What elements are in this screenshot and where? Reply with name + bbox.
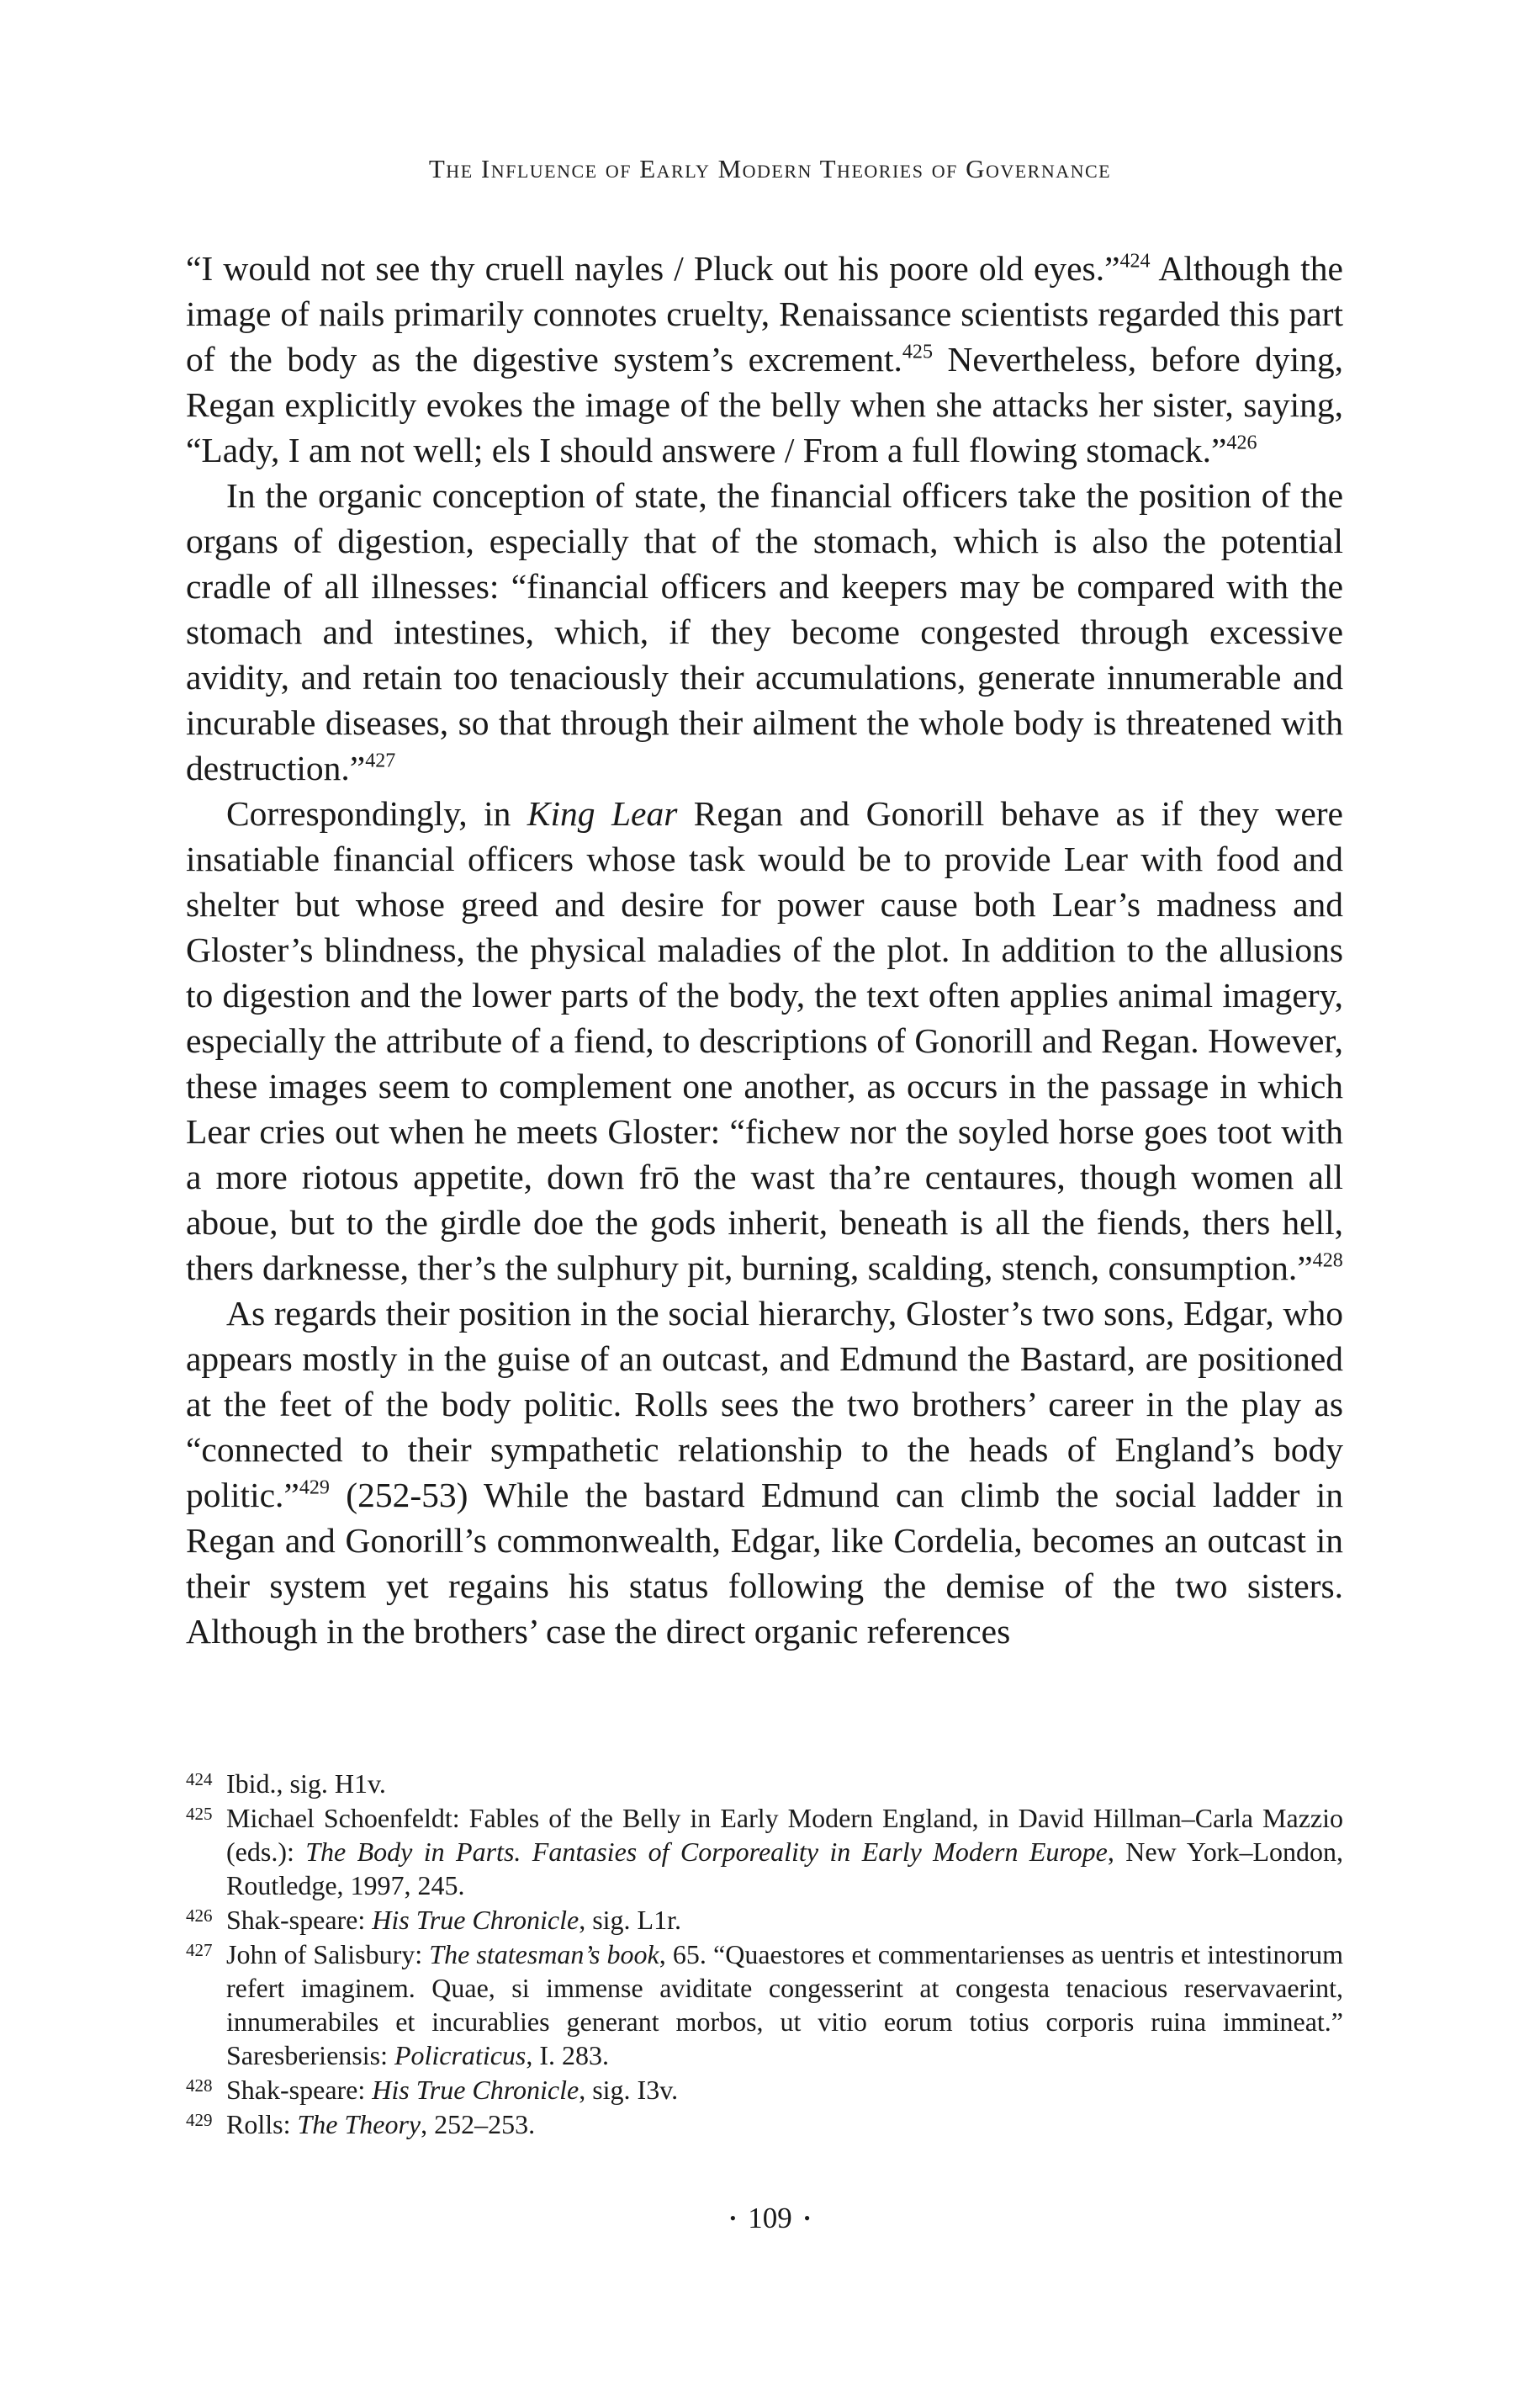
text-run: , sig. L1r. (579, 1905, 681, 1935)
footnote-text (226, 1903, 1343, 1937)
footnote-text (226, 2107, 1343, 2141)
footnote-text (226, 1937, 1343, 2072)
text-run: Rolls: (226, 2109, 298, 2139)
footnote-ref: 428 (1312, 1249, 1343, 1272)
italic-title: The Theory (297, 2109, 421, 2139)
text-run: Correspondingly, in (226, 794, 527, 833)
text-run: , sig. I3v. (579, 2075, 679, 2105)
page-number-bullet-right: • (803, 2207, 811, 2229)
page-number: 109 (748, 2202, 792, 2234)
body-text (186, 246, 1343, 1654)
footnote (186, 1937, 1343, 2072)
text-run: In the organic conception of state, the financial officers take the position of the organs of digestion, especially that of the stomach, which is also the potential cradle of all illnesses: “financial officers and keepers may be compared with the stomach and intestines, which, if they become congested through excessive avidity, and retain too tenaciously their accumulations, generate innumerable and incurable diseases, so that through their ailment the whole body is threatened with destruction.” (186, 476, 1343, 787)
footnote-ref: 424 (1119, 250, 1151, 273)
footnotes (186, 1767, 1343, 2142)
paragraph (186, 473, 1343, 791)
footnote-ref: 429 (299, 1476, 330, 1499)
footnote (186, 2107, 1343, 2141)
footnote-number: 426 (186, 1905, 213, 1926)
text-run: John of Salisbury: (226, 1939, 430, 1969)
footnote (186, 1801, 1343, 1902)
text-run: “I would not see thy cruell nayles / Pluck out his poore old eyes.” (186, 249, 1120, 288)
footnote-number: 427 (186, 1940, 213, 1960)
page-number-line (0, 2202, 1540, 2235)
footnote-ref: 427 (365, 750, 396, 772)
footnote-ref: 426 (1226, 432, 1257, 454)
italic-title: Policraticus (394, 2040, 527, 2070)
italic-title: His True Chronicle (372, 2075, 579, 2105)
footnote-ref: 425 (902, 341, 933, 363)
footnote-text (226, 1801, 1343, 1902)
text-run: , 252–253. (421, 2109, 536, 2139)
running-head: The Influence of Early Modern Theories of Governance (428, 154, 1112, 183)
footnote-number: 428 (186, 2075, 213, 2096)
text-run: Although the image of nails primarily connotes cruelty, Renaissance scientists regarded this part of the body as the digestive system’s excrement. (186, 249, 1343, 379)
footnote-number: 424 (186, 1769, 213, 1789)
footnote (186, 1767, 1343, 1800)
footnote-text (226, 1767, 1343, 1800)
text-run: As regards their position in the social hierarchy, Gloster’s two sons, Edgar, who appears mostly in the guise of an outcast, and Edmund the Bastard, are positioned at the feet of the body politic. Rolls sees the two brothers’ career in the play as “connected to their sympathetic relationship to the heads of England’s body politic.” (186, 1294, 1343, 1514)
footnote-text (226, 2073, 1343, 2107)
paragraph (186, 246, 1343, 473)
text-run: Regan and Gonorill behave as if they were insatiable financial officers whose task would be to provide Lear with food and shelter but whose greed and desire for power cause both Lear’s madness and Gloster’s blindness, the physical maladies of the plot. In addition to the allusions to digestion and the lower parts of the body, the text often applies animal imagery, especially the attribute of a fiend, to descriptions of Gonorill and Regan. However, these images seem to complement one another, as occurs in the passage in which Lear cries out when he meets Gloster: “fichew nor the soyled horse goes toot with a more riotous appetite, down frō the wast tha’re centaures, though women all aboue, but to the girdle doe the gods inherit, beneath is all the fiends, thers hell, thers darknesse, ther’s the sulphury pit, burning, scalding, stench, consumption.” (186, 794, 1343, 1287)
italic-title: King Lear (527, 794, 678, 833)
text-run: , New York–London, Routledge, 1997, 245. (226, 1836, 1344, 1900)
text-run: Michael Schoenfeldt: Fables of the Belly in Early Modern England, in David Hillman–Carla Mazzio (eds.): (226, 1803, 1343, 1867)
text-run: , I. 283. (526, 2040, 610, 2070)
paragraph (186, 791, 1343, 1291)
italic-title: The statesman’s book (429, 1939, 659, 1969)
page-number-bullet-left: • (729, 2207, 737, 2229)
footnote (186, 2073, 1343, 2107)
footnote-number: 429 (186, 2110, 213, 2130)
text-run: Shak-speare: (226, 2075, 373, 2105)
text-run: , 65. “Quaestores et commentarienses as uentris et intestinorum refert imaginem. Quae, si immense aviditate congesserint at congesta tenacious reservavaerint, innumerabiles et incurablies generant morbos, ut vitio eorum totius corporis ruina immineat.” Saresberiensis: (226, 1939, 1344, 2070)
italic-title: The Body in Parts. Fantasies of Corporeality in Early Modern Europe (305, 1836, 1108, 1867)
text-run: (252-53) While the bastard Edmund can climb the social ladder in Regan and Gonorill’s commonwealth, Edgar, like Cordelia, becomes an outcast in their system yet regains his status following the demise of the two sisters. Although in the brothers’ case the direct organic references (186, 1476, 1343, 1651)
text-run: Shak-speare: (226, 1905, 373, 1935)
footnote (186, 1903, 1343, 1937)
italic-title: His True Chronicle (372, 1905, 579, 1935)
paragraph (186, 1291, 1343, 1654)
footnote-number: 425 (186, 1804, 213, 1824)
text-run: Nevertheless, before dying, Regan explicitly evokes the image of the belly when she attacks her sister, saying, “Lady, I am not well; els I should answere / From a full flowing stomack.” (186, 340, 1343, 469)
text-run: Ibid., sig. H1v. (226, 1768, 386, 1799)
